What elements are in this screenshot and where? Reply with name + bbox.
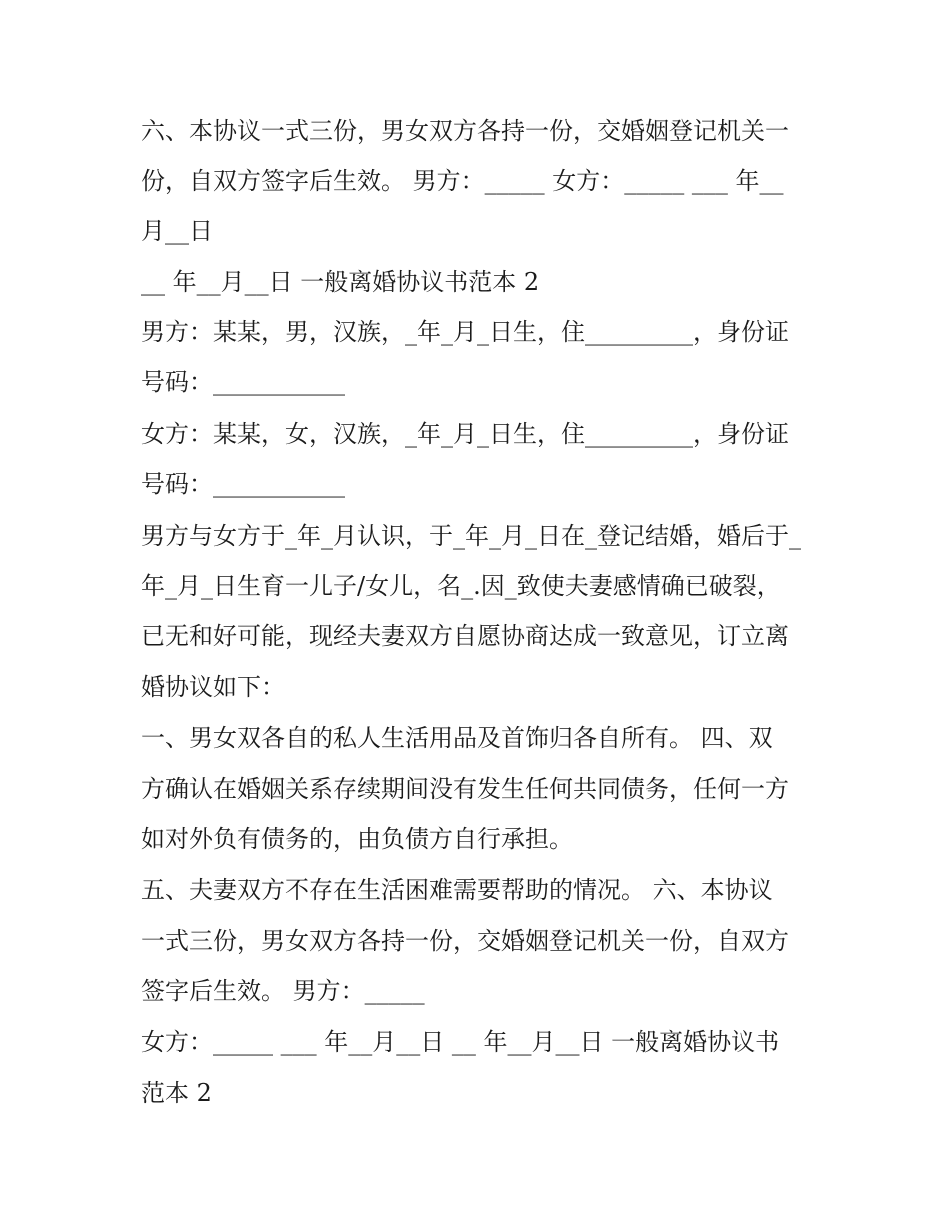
text-line: 如对外负有债务的，由负债方自行承担。 <box>141 825 573 853</box>
text-line: 一、男女双各自的私人生活用品及首饰归各自所有。 四、双 <box>141 724 773 752</box>
text-line: 份，自双方签字后生效。 男方：_____ 女方：_____ ___ 年__ <box>141 167 784 195</box>
text-line: 男方：某某，男，汉族，_年_月_日生，住_________，身份证 <box>141 318 789 346</box>
text-line: 年_月_日生育一儿子/女儿，名_.因_致使夫妻感情确已破裂， <box>141 572 781 600</box>
text-line: 号码：___________ <box>141 368 345 396</box>
text-line: 一式三份，男女双方各持一份，交婚姻登记机关一份，自双方 <box>141 927 789 955</box>
text-line: 签字后生效。 男方：_____ <box>141 977 425 1005</box>
text-line: 方确认在婚姻关系存续期间没有发生任何共同债务，任何一方 <box>141 775 789 803</box>
text-line: 婚协议如下： <box>141 673 285 701</box>
text-line: 六、本协议一式三份，男女双方各持一份，交婚姻登记机关一 <box>141 117 789 145</box>
text-line: 范本 2 <box>141 1079 212 1107</box>
text-line: 男方与女方于_年_月认识，于_年_月_日在_登记结婚，婚后于_ <box>141 522 801 550</box>
text-line: 五、夫妻双方不存在生活困难需要帮助的情况。 六、本协议 <box>141 876 773 904</box>
text-line: 已无和好可能，现经夫妻双方自愿协商达成一致意见，订立离 <box>141 622 789 650</box>
text-line: 女方：某某，女，汉族，_年_月_日生，住_________，身份证 <box>141 420 789 448</box>
text-line: 号码：___________ <box>141 470 345 498</box>
text-line: __ 年__月__日 一般离婚协议书范本 2 <box>141 268 540 296</box>
text-line: 女方：_____ ___ 年__月__日 __ 年__月__日 一般离婚协议书 <box>141 1028 780 1056</box>
text-line: 月__日 <box>141 217 213 245</box>
